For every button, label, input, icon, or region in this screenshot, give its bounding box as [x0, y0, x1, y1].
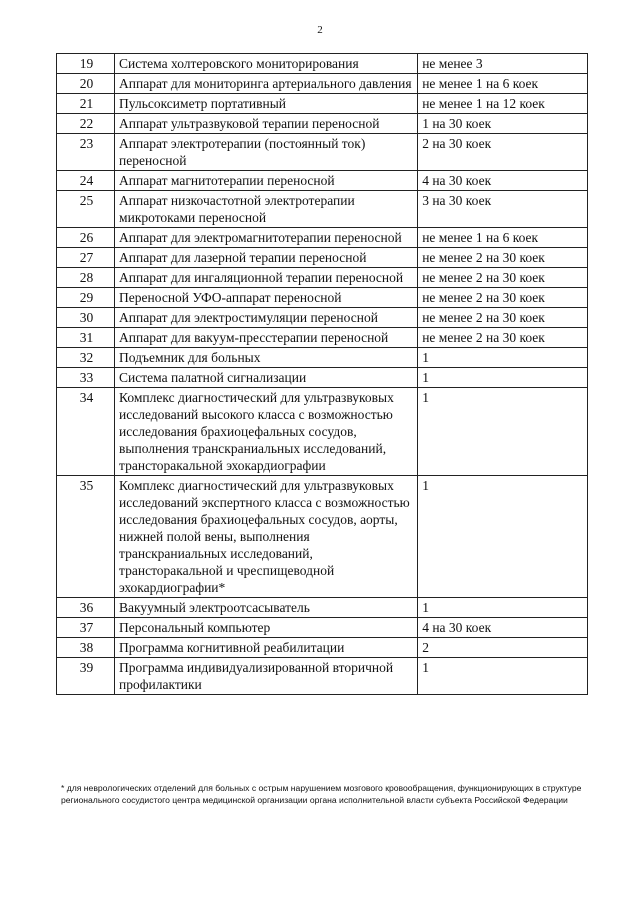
table-row — [57, 171, 588, 191]
table-row — [57, 191, 588, 228]
equipment-name-cell: Персональный компьютер — [115, 618, 418, 638]
row-number-cell: 26 — [57, 228, 115, 248]
equipment-name-cell: Аппарат электротерапии (постоянный ток) переносной — [115, 134, 418, 171]
row-number-cell: 29 — [57, 288, 115, 308]
row-number-cell: 31 — [57, 328, 115, 348]
table-row — [57, 114, 588, 134]
table-row — [57, 308, 588, 328]
table-row — [57, 288, 588, 308]
quantity-cell: 2 — [418, 638, 588, 658]
row-number-cell: 25 — [57, 191, 115, 228]
quantity-cell: не менее 2 на 30 коек — [418, 308, 588, 328]
quantity-cell: 4 на 30 коек — [418, 171, 588, 191]
footnote: * для неврологических отделений для больных с острым нарушением мозгового кровообращения, функционирующих в структуре регионального сосудистого центра медицинской организации органа исполнительной власти субъекта Российской Федерации — [61, 783, 582, 805]
row-number-cell: 21 — [57, 94, 115, 114]
equipment-name-cell: Аппарат для электромагнитотерапии переносной — [115, 228, 418, 248]
table-row — [57, 618, 588, 638]
quantity-cell: 1 — [418, 368, 588, 388]
row-number-cell: 37 — [57, 618, 115, 638]
row-number-cell: 33 — [57, 368, 115, 388]
row-number-cell: 32 — [57, 348, 115, 368]
quantity-cell: не менее 2 на 30 коек — [418, 268, 588, 288]
table-row — [57, 348, 588, 368]
equipment-name-cell: Аппарат для электростимуляции переносной — [115, 308, 418, 328]
quantity-cell: не менее 2 на 30 коек — [418, 328, 588, 348]
equipment-name-cell: Аппарат магнитотерапии переносной — [115, 171, 418, 191]
table-row — [57, 598, 588, 618]
row-number-cell: 20 — [57, 74, 115, 94]
equipment-name-cell: Аппарат для ингаляционной терапии переносной — [115, 268, 418, 288]
row-number-cell: 24 — [57, 171, 115, 191]
equipment-name-cell: Аппарат для лазерной терапии переносной — [115, 248, 418, 268]
equipment-name-cell: Комплекс диагностический для ультразвуковых исследований экспертного класса с возможностью исследования брахиоцефальных сосудов, аорты, нижней полой вены, выполнения транскраниальных исследований, трансторакальной и чреспищеводной эхокардиографии* — [115, 476, 418, 598]
quantity-cell: 1 — [418, 598, 588, 618]
equipment-name-cell: Программа индивидуализированной вторичной профилактики — [115, 658, 418, 695]
quantity-cell: 1 на 30 коек — [418, 114, 588, 134]
quantity-cell: не менее 2 на 30 коек — [418, 288, 588, 308]
quantity-cell: не менее 3 — [418, 54, 588, 74]
equipment-name-cell: Пульсоксиметр портативный — [115, 94, 418, 114]
equipment-name-cell: Комплекс диагностический для ультразвуковых исследований высокого класса с возможностью исследования брахиоцефальных сосудов, выполнения транскраниальных исследований, трансторакальной эхокардиографии — [115, 388, 418, 476]
quantity-cell: не менее 2 на 30 коек — [418, 248, 588, 268]
equipment-table-body — [57, 54, 588, 695]
table-row — [57, 388, 588, 476]
quantity-cell: 2 на 30 коек — [418, 134, 588, 171]
quantity-cell: не менее 1 на 12 коек — [418, 94, 588, 114]
row-number-cell: 35 — [57, 476, 115, 598]
table-row — [57, 476, 588, 598]
table-row — [57, 368, 588, 388]
row-number-cell: 36 — [57, 598, 115, 618]
equipment-table — [56, 53, 588, 695]
row-number-cell: 38 — [57, 638, 115, 658]
equipment-name-cell: Аппарат ультразвуковой терапии переносной — [115, 114, 418, 134]
table-row — [57, 228, 588, 248]
equipment-name-cell: Переносной УФО-аппарат переносной — [115, 288, 418, 308]
row-number-cell: 23 — [57, 134, 115, 171]
row-number-cell: 39 — [57, 658, 115, 695]
table-row — [57, 54, 588, 74]
equipment-name-cell: Вакуумный электроотсасыватель — [115, 598, 418, 618]
quantity-cell: 1 — [418, 658, 588, 695]
equipment-name-cell: Аппарат низкочастотной электротерапии микротоками переносной — [115, 191, 418, 228]
table-row — [57, 248, 588, 268]
quantity-cell: не менее 1 на 6 коек — [418, 74, 588, 94]
row-number-cell: 27 — [57, 248, 115, 268]
table-row — [57, 638, 588, 658]
row-number-cell: 22 — [57, 114, 115, 134]
quantity-cell: 1 — [418, 476, 588, 598]
quantity-cell: 4 на 30 коек — [418, 618, 588, 638]
quantity-cell: 1 — [418, 388, 588, 476]
table-row — [57, 658, 588, 695]
table-row — [57, 94, 588, 114]
table-row — [57, 74, 588, 94]
equipment-name-cell: Аппарат для мониторинга артериального давления — [115, 74, 418, 94]
row-number-cell: 19 — [57, 54, 115, 74]
equipment-name-cell: Система холтеровского мониторирования — [115, 54, 418, 74]
equipment-name-cell: Программа когнитивной реабилитации — [115, 638, 418, 658]
table-row — [57, 268, 588, 288]
row-number-cell: 30 — [57, 308, 115, 328]
quantity-cell: не менее 1 на 6 коек — [418, 228, 588, 248]
quantity-cell: 1 — [418, 348, 588, 368]
page-number: 2 — [317, 24, 323, 36]
equipment-name-cell: Аппарат для вакуум-пресстерапии переносной — [115, 328, 418, 348]
equipment-name-cell: Подъемник для больных — [115, 348, 418, 368]
row-number-cell: 28 — [57, 268, 115, 288]
equipment-name-cell: Система палатной сигнализации — [115, 368, 418, 388]
table-row — [57, 134, 588, 171]
row-number-cell: 34 — [57, 388, 115, 476]
table-row — [57, 328, 588, 348]
quantity-cell: 3 на 30 коек — [418, 191, 588, 228]
